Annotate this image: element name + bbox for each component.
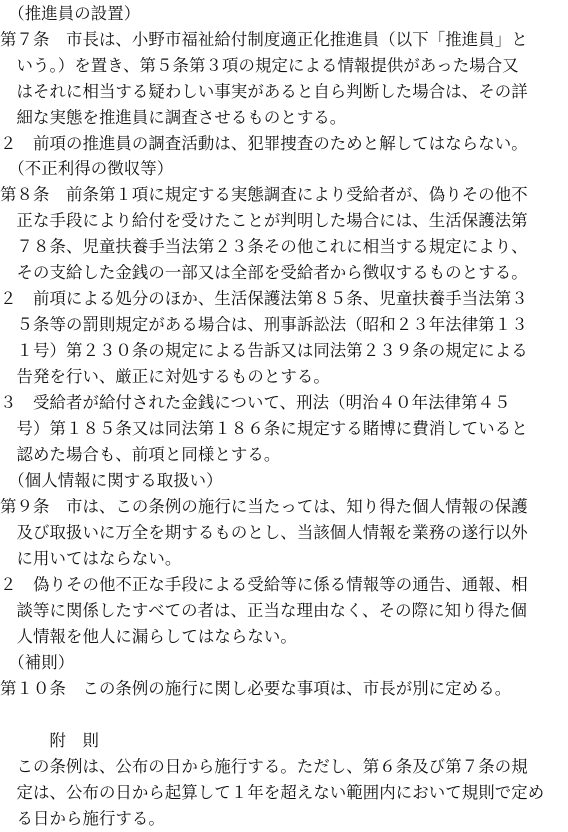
article-7-para-2: ２ 前項の推進員の調査活動は、犯罪捜査のためと解してはならない。 [0,134,528,153]
article-9-para-2-line-2: 談等に関係したすべての者は、正当な理由なく、その際に知り得た個 [0,601,528,620]
article-7-line-1: 第７条 市長は、小野市福祉給付制度適正化推進員（以下「推進員」と [0,30,528,49]
article-8-line-4: その支給した金銭の一部又は全部を受給者から徴収するものとする。 [0,263,528,282]
article-8-para-2-line-1: ２ 前項による処分のほか、生活保護法第８５条、児童扶養手当法第３ [0,289,528,308]
supplementary-provisions-line-2: 定は、公布の日から起算して１年を超えない範囲内において規則で定め [0,783,545,802]
heading-promoter-establishment: （推進員の設置） [0,4,141,23]
article-8-para-2-line-3: １号）第２３０条の規定による告訴又は同法第２３９条の規定による [0,341,528,360]
article-8-para-3-line-2: 号）第１８５条又は同法第１８６条に規定する賭博に費消していると [0,419,528,438]
article-8-line-2: 正な手段により給付を受けたことが判明した場合には、生活保護法第 [0,211,528,230]
article-7-line-2: いう。）を置き、第５条第３項の規定による情報提供があった場合又 [0,56,519,75]
article-8-line-3: ７８条、児童扶養手当法第２３条その他これに相当する規定により、 [0,237,528,256]
article-9-line-1: 第９条 市は、この条例の施行に当たっては、知り得た個人情報の保護 [0,497,528,516]
article-8-line-1: 第８条 前条第１項に規定する実態調査により受給者が、偽りその他不 [0,185,528,204]
supplementary-provisions-heading: 附 則 [0,731,99,750]
article-9-line-3: に用いてはならない。 [0,549,182,568]
heading-unjust-gain-collection: （不正利得の徴収等） [0,159,174,178]
article-9-para-2-line-3: 人情報を他人に漏らしてはならない。 [0,627,297,646]
article-9-line-2: 及び取扱いに万全を期するものとし、当該個人情報を業務の遂行以外 [0,523,528,542]
article-8-para-2-line-4: 告発を行い、厳正に対処するものとする。 [0,367,330,386]
heading-personal-information: （個人情報に関する取扱い） [0,471,223,490]
article-8-para-2-line-2: ５条等の罰則規定がある場合は、刑事訴訟法（昭和２３年法律第１３ [0,315,528,334]
article-8-para-3-line-1: ３ 受給者が給付された金銭について、刑法（明治４０年法律第４５ [0,393,511,412]
supplementary-provisions-line-3: る日から施行する。 [0,809,165,828]
article-9-para-2-line-1: ２ 偽りその他不正な手段による受給等に係る情報等の通告、通報、相 [0,575,528,594]
supplementary-provisions-line-1: この条例は、公布の日から施行する。ただし、第６条及び第７条の規 [0,757,528,776]
article-10: 第１０条 この条例の施行に関し必要な事項は、市長が別に定める。 [0,679,512,698]
article-7-line-4: 細な実態を推進員に調査させるものとする。 [0,108,347,127]
article-7-line-3: はそれに相当する疑わしい事実があると自ら判断した場合は、その詳 [0,82,528,101]
blank-line [0,702,568,728]
article-8-para-3-line-3: 認めた場合も、前項と同様とする。 [0,445,281,464]
heading-supplementary: （補則） [0,653,75,672]
